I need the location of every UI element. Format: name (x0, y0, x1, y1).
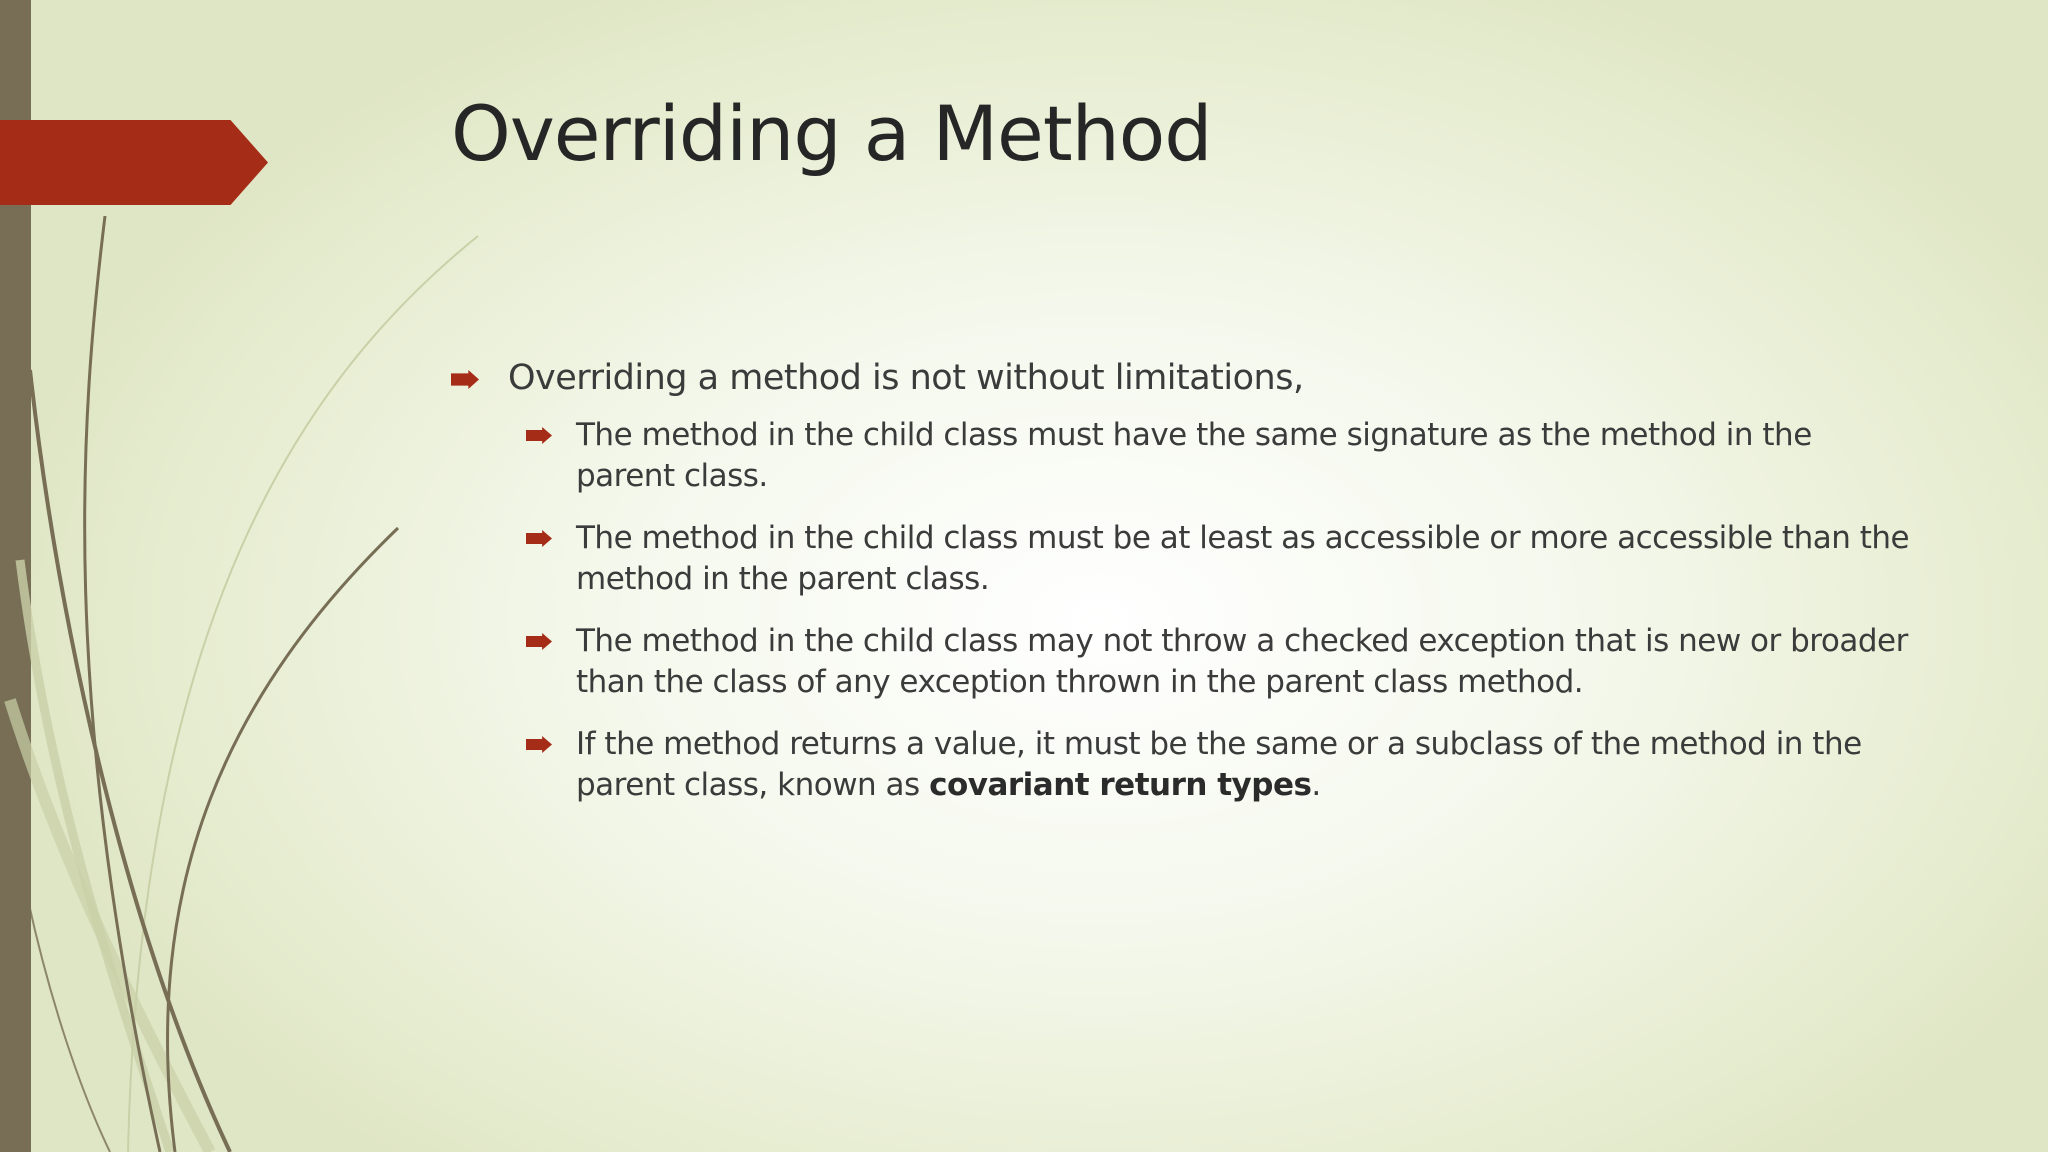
sub-bullet-text: The method in the child class must be at least as accessible or more accessible than the method in the parent class. (576, 520, 1910, 597)
title-accent-arrow (0, 120, 268, 205)
sub-bullet-text-end: . (1311, 767, 1321, 803)
sub-bullet (526, 518, 1911, 600)
arrow-bullet-icon (526, 633, 552, 650)
sub-bullet (526, 415, 1911, 497)
arrow-bullet-icon (451, 370, 479, 389)
covariant-return-types-term: covariant return types (929, 767, 1312, 803)
arrow-bullet-icon (526, 530, 552, 547)
arrow-bullet-icon (526, 427, 552, 444)
sub-bullet-text (576, 726, 1862, 803)
sub-bullet (526, 621, 1911, 703)
bullet-level1 (451, 355, 1911, 401)
sub-bullet-text: The method in the child class may not throw a checked exception that is new or broader than the class of any exception thrown in the parent class method. (576, 623, 1908, 700)
sub-bullet-text: The method in the child class must have the same signature as the method in the parent class. (576, 417, 1812, 494)
sub-bullet-text-start: If the method returns a value, it must be the same or a subclass of the method in the parent class, known as (576, 726, 1862, 803)
sub-bullet-list (451, 415, 1911, 806)
slide-body (451, 355, 1911, 827)
slide-title: Overriding a Method (451, 89, 1212, 178)
arrow-bullet-icon (526, 736, 552, 753)
bullet-text: Overriding a method is not without limitations, (508, 358, 1304, 398)
sub-bullet (526, 724, 1911, 806)
